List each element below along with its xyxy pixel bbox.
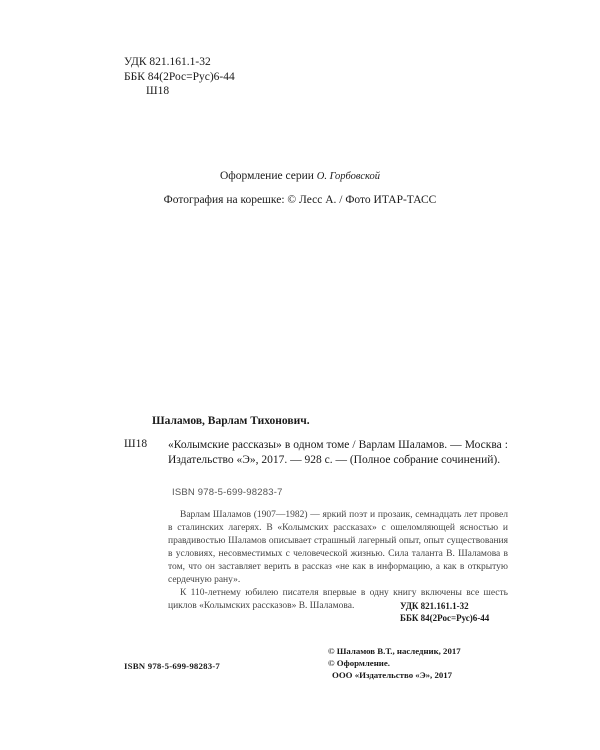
designer-name: О. Горбовской — [316, 171, 381, 182]
design-prefix: Оформление серии — [219, 170, 314, 182]
annotation — [168, 509, 508, 613]
entry-code: Ш18 — [124, 438, 148, 450]
photo-credit: Фотография на корешке: © Лесс А. / Фото ИТАР-ТАСС — [163, 194, 437, 206]
entry-description: «Колымские рассказы» в одном томе / Варлам Шаламов. — Москва : Издательство «Э», 2017. — 928 с. — (Полное собрание сочинений). — [168, 439, 508, 466]
copyright-line-1: © Шаламов В.Т., наследник, 2017 — [328, 646, 461, 656]
isbn-bottom: ISBN 978-5-699-98283-7 — [124, 661, 221, 671]
copyright-line-3: ООО «Издательство «Э», 2017 — [332, 670, 453, 680]
classification-bottom — [400, 600, 489, 624]
annotation-paragraph-1: Варлам Шаламов (1907—1982) — яркий поэт и прозаик, семнадцать лет провел в сталинских лагерях. В «Колымских рассказах» с ошеломляющей ясностью и правдивостью Шаламов описывает страшный лагерный опыт, опыт существования в условиях, несовместимых с человеческой жизнью. Сила таланта В. Шаламова в том, что он заставляет верить в рассказ «не как в информацию, а как в открытую сердечную рану». — [168, 510, 508, 585]
bbk-code: ББК 84(2Рос=Рус)6-44 — [124, 70, 235, 83]
bbk-code-bottom: ББК 84(2Рос=Рус)6-44 — [400, 613, 490, 623]
entry-author: Шаламов, Варлам Тихонович. — [152, 415, 310, 427]
copyright-block — [328, 645, 461, 681]
annotation-paragraph-2: К 110-летнему юбилею писателя впервые в одну книгу включены все шесть циклов «Колымских рассказов» В. Шаламова. — [168, 588, 508, 611]
udk-code-bottom: УДК 821.161.1-32 — [400, 601, 469, 611]
copyright-line-2: © Оформление. — [328, 658, 390, 668]
series-design-credit — [0, 170, 600, 182]
udk-code: УДК 821.161.1-32 — [124, 56, 211, 68]
entry-isbn: ISBN 978-5-699-98283-7 — [172, 487, 283, 498]
author-sign: Ш18 — [146, 85, 170, 97]
classification-codes — [124, 55, 235, 99]
